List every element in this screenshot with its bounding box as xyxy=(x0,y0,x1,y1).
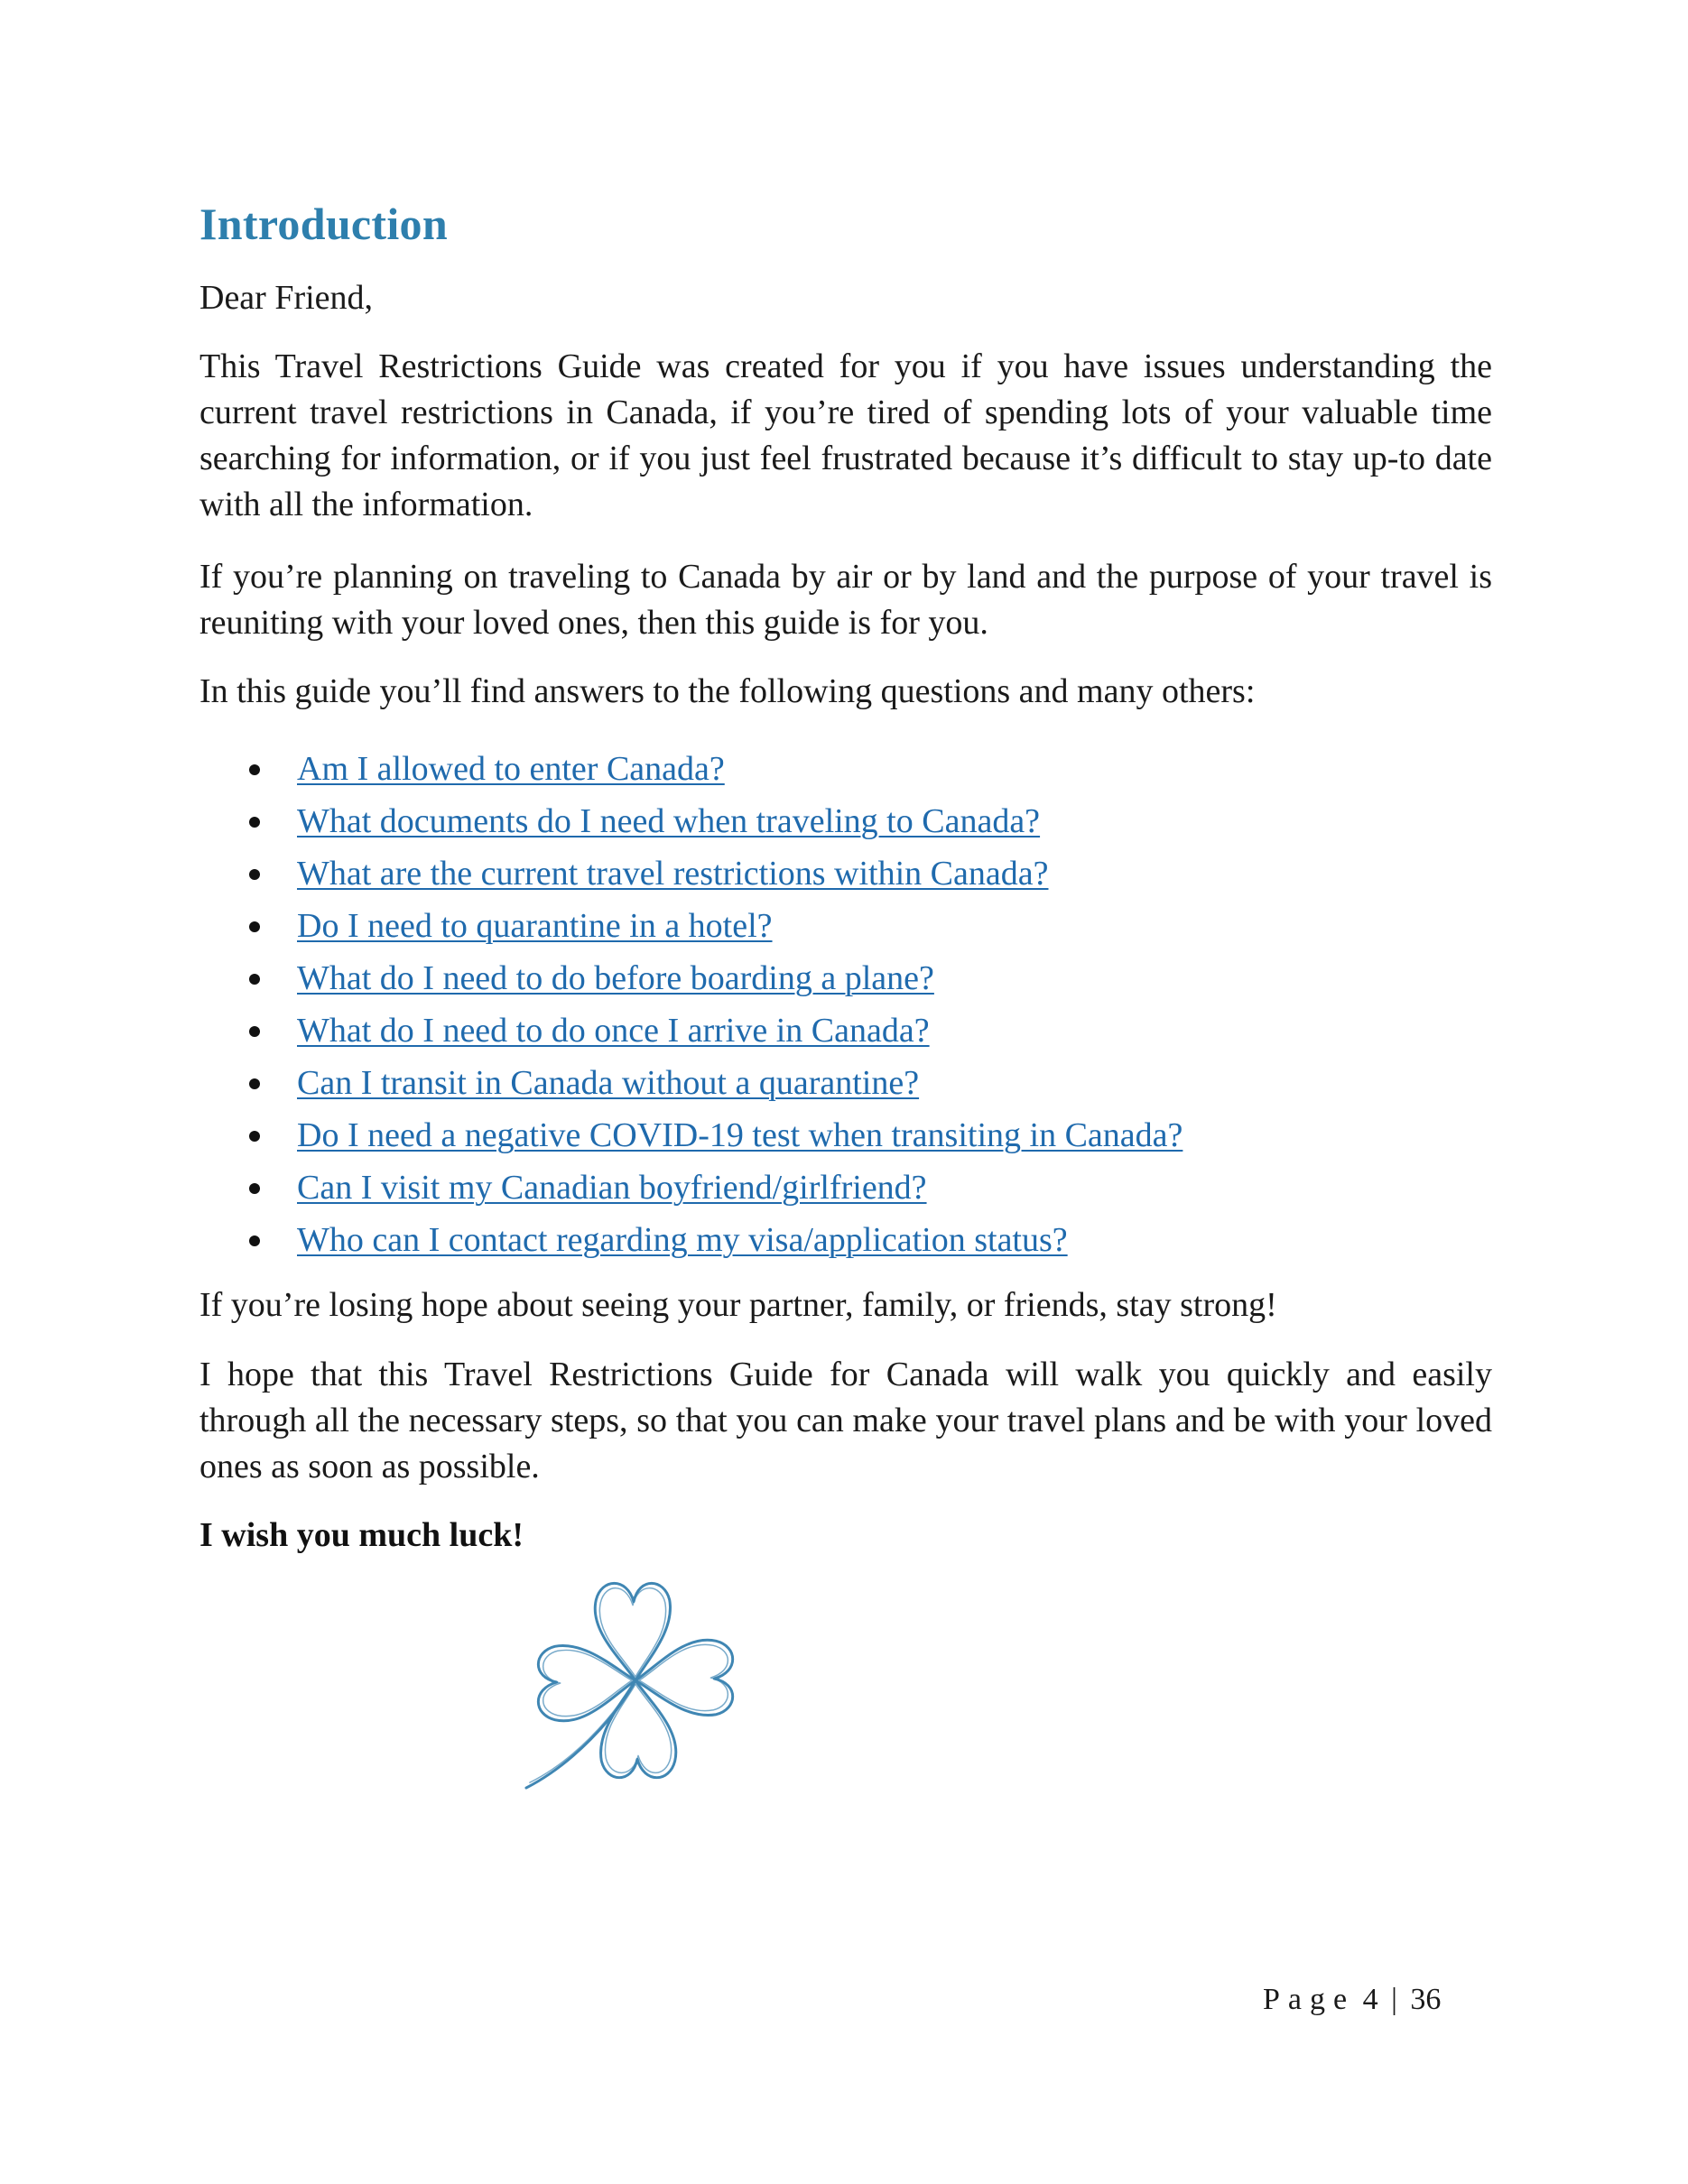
question-link[interactable]: Do I need to quarantine in a hotel? xyxy=(297,907,773,945)
four-leaf-clover-icon xyxy=(521,1566,754,1799)
question-link[interactable]: What are the current travel restrictions within Canada? xyxy=(297,855,1049,893)
page-footer xyxy=(1263,1982,1441,2018)
bullet-icon xyxy=(249,1183,260,1194)
closing-line: I wish you much luck! xyxy=(199,1516,524,1554)
bullet-icon xyxy=(249,1026,260,1037)
question-link[interactable]: What do I need to do once I arrive in Canada? xyxy=(297,1012,930,1050)
list-item xyxy=(199,1004,1492,1057)
bullet-icon xyxy=(249,1131,260,1142)
list-item xyxy=(199,952,1492,1004)
bullet-icon xyxy=(249,974,260,985)
question-link[interactable]: What documents do I need when traveling to Canada? xyxy=(297,802,1041,840)
question-link-list xyxy=(199,743,1492,1266)
total-pages: 36 xyxy=(1410,1983,1442,2016)
page-label: Page xyxy=(1263,1983,1356,2016)
list-item xyxy=(199,1214,1492,1266)
question-link[interactable]: Can I transit in Canada without a quarantine? xyxy=(297,1064,920,1102)
page-separator: | xyxy=(1391,1983,1397,2016)
greeting: Dear Friend, xyxy=(199,279,374,317)
wish-paragraph: I hope that this Travel Restrictions Guide for Canada will walk you quickly and easily through all the necessary steps, so that you can make your travel plans and be with your loved ones as soon as possible. xyxy=(199,1356,1492,1485)
list-item xyxy=(199,1161,1492,1214)
question-link[interactable]: What do I need to do before boarding a plane? xyxy=(297,959,934,997)
question-link[interactable]: Who can I contact regarding my visa/application status? xyxy=(297,1221,1068,1259)
question-link[interactable]: Am I allowed to enter Canada? xyxy=(297,750,725,788)
bullet-icon xyxy=(249,921,260,932)
list-item xyxy=(199,900,1492,952)
page-title: Introduction xyxy=(199,199,448,249)
question-link[interactable]: Can I visit my Canadian boyfriend/girlfriend? xyxy=(297,1169,927,1207)
list-item xyxy=(199,1109,1492,1161)
list-item xyxy=(199,743,1492,795)
bullet-icon xyxy=(249,764,260,775)
list-item xyxy=(199,847,1492,900)
list-item xyxy=(199,1057,1492,1109)
bullet-icon xyxy=(249,869,260,880)
bullet-icon xyxy=(249,1235,260,1246)
list-item xyxy=(199,795,1492,847)
question-link[interactable]: Do I need a negative COVID-19 test when transiting in Canada? xyxy=(297,1116,1183,1154)
lead-in-paragraph: In this guide you’ll find answers to the following questions and many others: xyxy=(199,672,1256,710)
bullet-icon xyxy=(249,1078,260,1089)
document-page xyxy=(199,0,1492,2184)
purpose-paragraph: If you’re planning on traveling to Canada by air or by land and the purpose of your travel is reuniting with your loved ones, then this guide is for you. xyxy=(199,558,1492,642)
bullet-icon xyxy=(249,817,260,828)
page-number: 4 xyxy=(1362,1983,1378,2016)
intro-paragraph: This Travel Restrictions Guide was created for you if you have issues understanding the current travel restrictions in Canada, if you’re tired of spending lots of your valuable time searching for information, or if you just feel frustrated because it’s difficult to stay up-to date with all the information. xyxy=(199,347,1492,523)
encouragement-paragraph: If you’re losing hope about seeing your partner, family, or friends, stay strong! xyxy=(199,1286,1277,1324)
